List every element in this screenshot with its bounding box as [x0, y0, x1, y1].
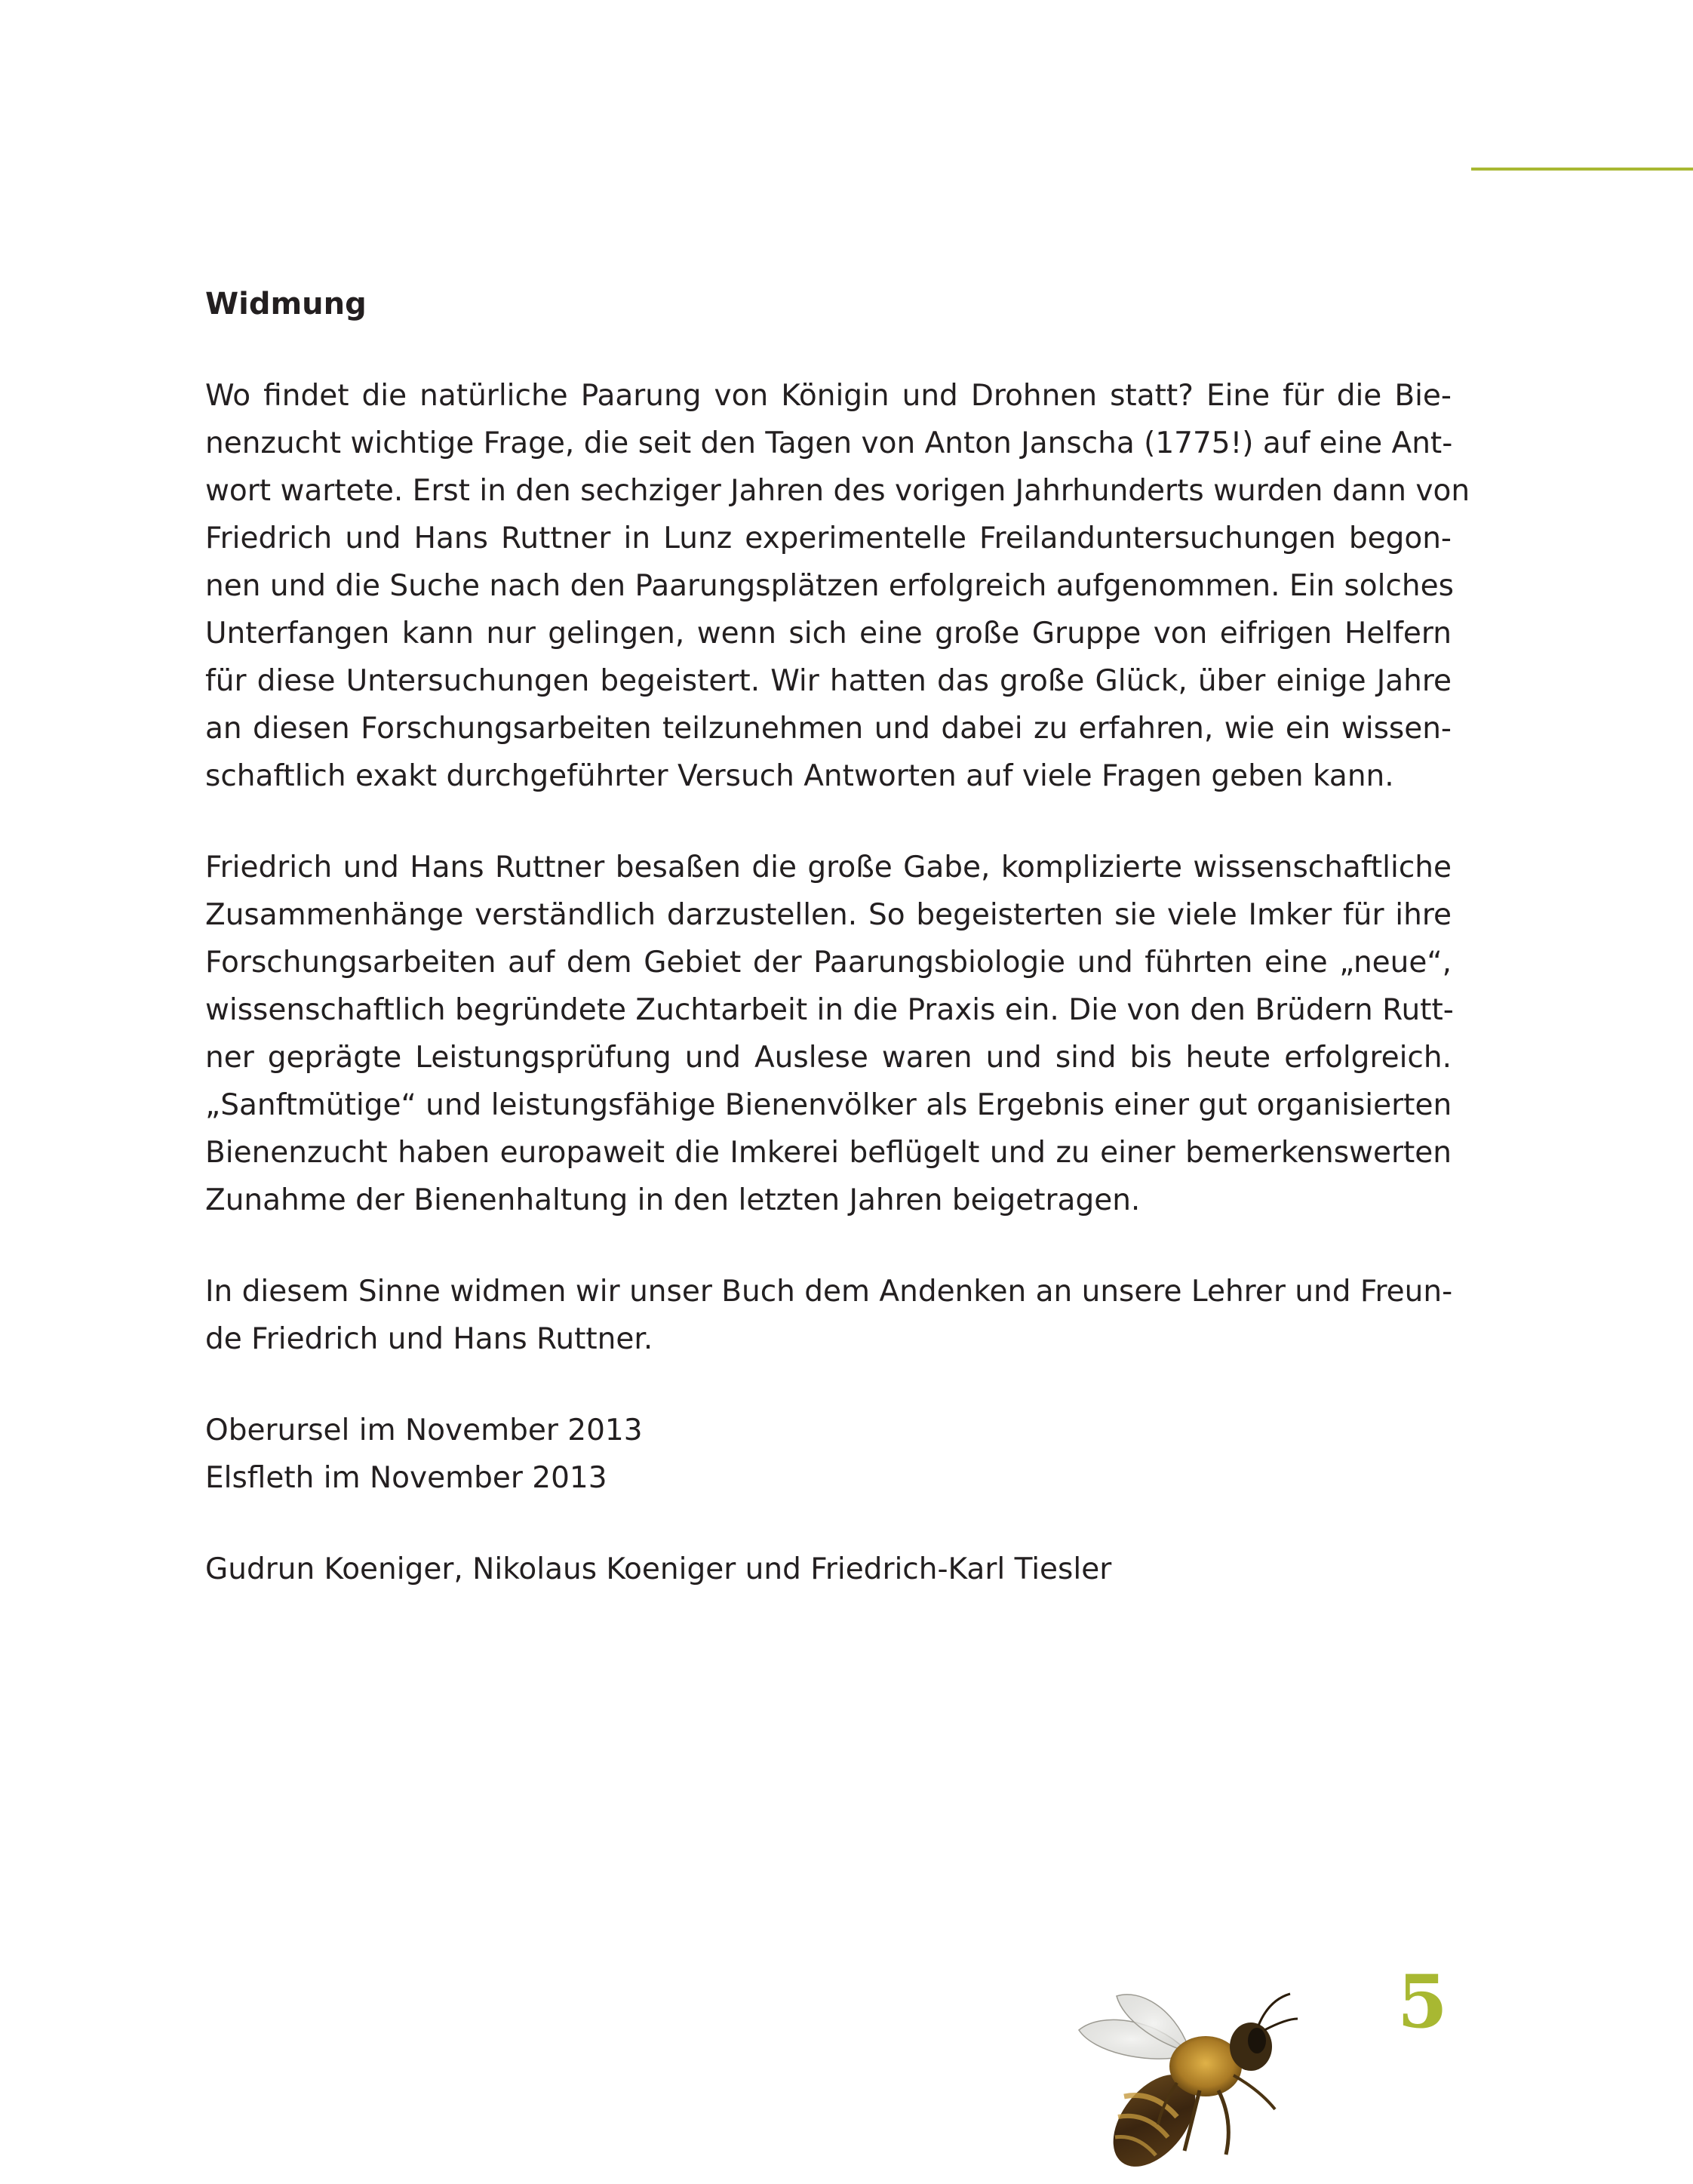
text-line: Zunahme der Bienenhaltung in den letzten Jahren beigetragen. — [205, 1183, 1141, 1217]
text-line: Forschungsarbeiten auf dem Gebiet der Paarungsbiologie und führten eine „neue“, — [205, 946, 1452, 980]
text-line: Friedrich und Hans Ruttner in Lunz experimentelle Freilanduntersuchungen begon- — [205, 521, 1452, 555]
text-line: Bienenzucht haben europaweit die Imkerei beflügelt und zu einer bemerkenswerten — [205, 1136, 1452, 1170]
page-number: 5 — [1397, 1959, 1448, 2044]
dedication-content — [205, 281, 1470, 1637]
text-line: nenzucht wichtige Frage, die seit den Tagen von Anton Janscha (1775!) auf eine Ant- — [205, 426, 1453, 460]
bee-illustration-icon — [1071, 1977, 1313, 2184]
text-line: Friedrich und Hans Ruttner besaßen die große Gabe, komplizierte wissenschaftliche — [205, 851, 1452, 884]
text-line: de Friedrich und Hans Ruttner. — [205, 1322, 653, 1356]
paragraph-1 — [205, 372, 1470, 800]
place-date-line: Oberursel im November 2013 — [205, 1413, 643, 1447]
text-line: Wo findet die natürliche Paarung von Königin und Drohnen statt? Eine für die Bie- — [205, 379, 1452, 413]
text-line: „Sanftmütige“ und leistungsfähige Bienenvölker als Ergebnis einer gut organisierten — [205, 1088, 1452, 1122]
page-title: Widmung — [205, 287, 367, 321]
paragraph-2 — [205, 844, 1452, 1224]
text-line: In diesem Sinne widmen wir unser Buch dem Andenken an unsere Lehrer und Freun- — [205, 1275, 1453, 1309]
text-line: ner geprägte Leistungsprüfung und Auslese waren und sind bis heute erfolgreich. — [205, 1041, 1452, 1075]
top-accent-rule — [1471, 168, 1693, 171]
text-line: an diesen Forschungsarbeiten teilzunehmen und dabei zu erfahren, wie ein wissen- — [205, 712, 1452, 746]
authors-block — [205, 1546, 1452, 1593]
text-line: wissenschaftlich begründete Zuchtarbeit in die Praxis ein. Die von den Brüdern Rutt- — [205, 993, 1454, 1027]
text-line: Zusammenhänge verständlich darzustellen. So begeisterten sie viele Imker für ihre — [205, 898, 1452, 932]
text-line: schaftlich exakt durchgeführter Versuch Antworten auf viele Fragen geben kann. — [205, 759, 1394, 793]
text-line: nen und die Suche nach den Paarungsplätzen erfolgreich aufgenommen. Ein solches — [205, 569, 1454, 603]
text-line: wort wartete. Erst in den sechziger Jahren des vorigen Jahrhunderts wurden dann von — [205, 474, 1470, 508]
authors-line: Gudrun Koeniger, Nikolaus Koeniger und Friedrich-Karl Tiesler — [205, 1552, 1112, 1586]
text-line: Unterfangen kann nur gelingen, wenn sich eine große Gruppe von eifrigen Helfern — [205, 617, 1452, 651]
place-date-line: Elsfleth im November 2013 — [205, 1461, 607, 1495]
paragraph-3 — [205, 1268, 1452, 1363]
place-date-block — [205, 1407, 1452, 1502]
text-line: für diese Untersuchungen begeistert. Wir hatten das große Glück, über einige Jahre — [205, 664, 1452, 698]
